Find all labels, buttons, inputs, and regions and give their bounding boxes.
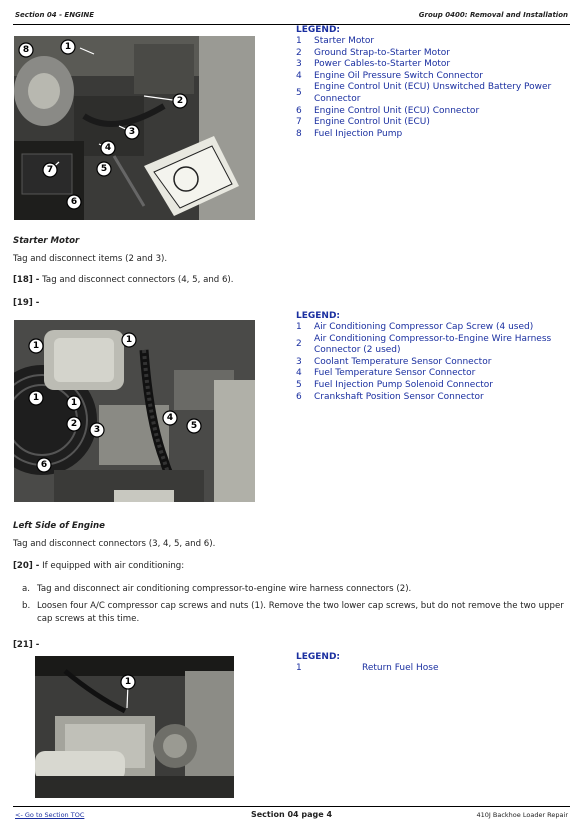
legend-row: 5 Engine Control Unit (ECU) Unswitched Battery Power Connector bbox=[296, 82, 552, 104]
legend-title: LEGEND: bbox=[296, 311, 341, 321]
step-20-text: If equipped with air conditioning: bbox=[42, 561, 185, 571]
svg-text:2: 2 bbox=[70, 419, 78, 429]
legend-row: 4 Engine Oil Pressure Switch Connector bbox=[296, 70, 483, 81]
legend-row: 2 Air Conditioning Compressor-to-Engine Wire Harness Connector (2 used) bbox=[296, 333, 552, 356]
callout-5 bbox=[187, 419, 201, 433]
step-20-sub-a: a. Tag and disconnect air conditioning compressor-to-engine wire harness connectors (2). bbox=[22, 584, 412, 594]
step-18-number: [18] - bbox=[13, 275, 40, 285]
page-number: Section 04 page 4 bbox=[250, 810, 333, 819]
svg-text:3: 3 bbox=[93, 425, 101, 435]
section-toc-link[interactable]: <- Go to Section TOC bbox=[15, 811, 85, 819]
step-19-number: [19] - bbox=[13, 298, 40, 308]
svg-text:4: 4 bbox=[166, 413, 174, 423]
section-title: Section 04 - ENGINE bbox=[15, 11, 95, 19]
engine-photo-2-image bbox=[14, 320, 255, 502]
callout-1 bbox=[29, 339, 43, 353]
legend-row: 1 Starter Motor bbox=[296, 36, 375, 46]
callout-2 bbox=[173, 94, 187, 108]
svg-text:5: 5 bbox=[100, 164, 108, 174]
group-title: Group 0400: Removal and Installation bbox=[418, 11, 568, 19]
callout-2 bbox=[67, 417, 81, 431]
svg-text:3: 3 bbox=[128, 127, 136, 137]
svg-text:5: 5 bbox=[190, 421, 198, 431]
step-18-text: Tag and disconnect connectors (4, 5, and 6). bbox=[42, 275, 234, 285]
legend-row: 1 Return Fuel Hose bbox=[296, 663, 439, 673]
engine-photo-1-image bbox=[14, 36, 255, 220]
svg-text:1: 1 bbox=[32, 393, 40, 403]
step-21-number: [21] - bbox=[13, 640, 40, 650]
callout-5 bbox=[97, 162, 111, 176]
svg-text:1: 1 bbox=[124, 677, 132, 687]
engine-photo-1 bbox=[14, 36, 255, 220]
legend-title: LEGEND: bbox=[296, 652, 341, 662]
legend-row: 6 Engine Control Unit (ECU) Connector bbox=[296, 105, 480, 116]
svg-text:2: 2 bbox=[176, 96, 184, 106]
svg-text:1: 1 bbox=[32, 341, 40, 351]
legend-row: 3 Power Cables-to-Starter Motor bbox=[296, 59, 451, 70]
legend-figure-1 bbox=[296, 25, 556, 140]
callout-4 bbox=[163, 411, 177, 425]
step-20-sub-b: b. Loosen four A/C compressor cap screws and nuts (1). Remove the two lower cap screws, but do not remove the two upper cap screws at this time. bbox=[22, 601, 564, 624]
callout-6 bbox=[37, 458, 51, 472]
callout-1 bbox=[29, 391, 43, 405]
starter-motor-text: Tag and disconnect items (2 and 3). bbox=[13, 254, 168, 264]
legend-figure-2 bbox=[296, 311, 556, 403]
starter-motor-heading: Starter Motor bbox=[13, 236, 80, 246]
legend-row: 6 Crankshaft Position Sensor Connector bbox=[296, 391, 484, 402]
callout-1 bbox=[122, 333, 136, 347]
legend-row: 8 Fuel Injection Pump bbox=[296, 128, 403, 139]
page-header bbox=[13, 8, 570, 25]
legend-row: 2 Ground Strap-to-Starter Motor bbox=[296, 47, 450, 58]
callout-4 bbox=[101, 141, 115, 155]
svg-text:8: 8 bbox=[22, 45, 30, 55]
svg-text:1: 1 bbox=[64, 42, 72, 52]
legend-row: 3 Coolant Temperature Sensor Connector bbox=[296, 356, 492, 367]
legend-title: LEGEND: bbox=[296, 25, 341, 35]
page-footer bbox=[13, 806, 570, 825]
step-20 bbox=[13, 561, 184, 571]
left-side-text: Tag and disconnect connectors (3, 4, 5, and 6). bbox=[13, 539, 216, 549]
document-title: 410J Backhoe Loader Repair bbox=[476, 811, 568, 819]
left-side-heading: Left Side of Engine bbox=[13, 521, 105, 531]
step-20-number: [20] - bbox=[13, 561, 40, 571]
step-18 bbox=[13, 275, 234, 285]
callout-3 bbox=[125, 125, 139, 139]
svg-text:7: 7 bbox=[46, 165, 54, 175]
callout-1 bbox=[121, 675, 135, 689]
legend-figure-3 bbox=[296, 652, 556, 675]
callout-1 bbox=[67, 396, 81, 410]
svg-text:6: 6 bbox=[40, 460, 48, 470]
callout-7 bbox=[43, 163, 57, 177]
callout-6 bbox=[67, 195, 81, 209]
svg-text:4: 4 bbox=[104, 143, 112, 153]
legend-row: 5 Fuel Injection Pump Solenoid Connector bbox=[296, 379, 494, 390]
engine-photo-2 bbox=[14, 320, 255, 502]
engine-photo-3-image bbox=[35, 656, 234, 798]
legend-row: 7 Engine Control Unit (ECU) bbox=[296, 117, 430, 128]
engine-photo-3 bbox=[35, 656, 234, 798]
legend-row: 4 Fuel Temperature Sensor Connector bbox=[296, 368, 476, 379]
svg-text:1: 1 bbox=[125, 335, 133, 345]
legend-row: 1 Air Conditioning Compressor Cap Screw (4 used) bbox=[296, 322, 534, 332]
svg-text:1: 1 bbox=[70, 398, 78, 408]
callout-1 bbox=[61, 40, 75, 54]
callout-3 bbox=[90, 423, 104, 437]
callout-8 bbox=[19, 43, 33, 57]
svg-text:6: 6 bbox=[70, 197, 78, 207]
